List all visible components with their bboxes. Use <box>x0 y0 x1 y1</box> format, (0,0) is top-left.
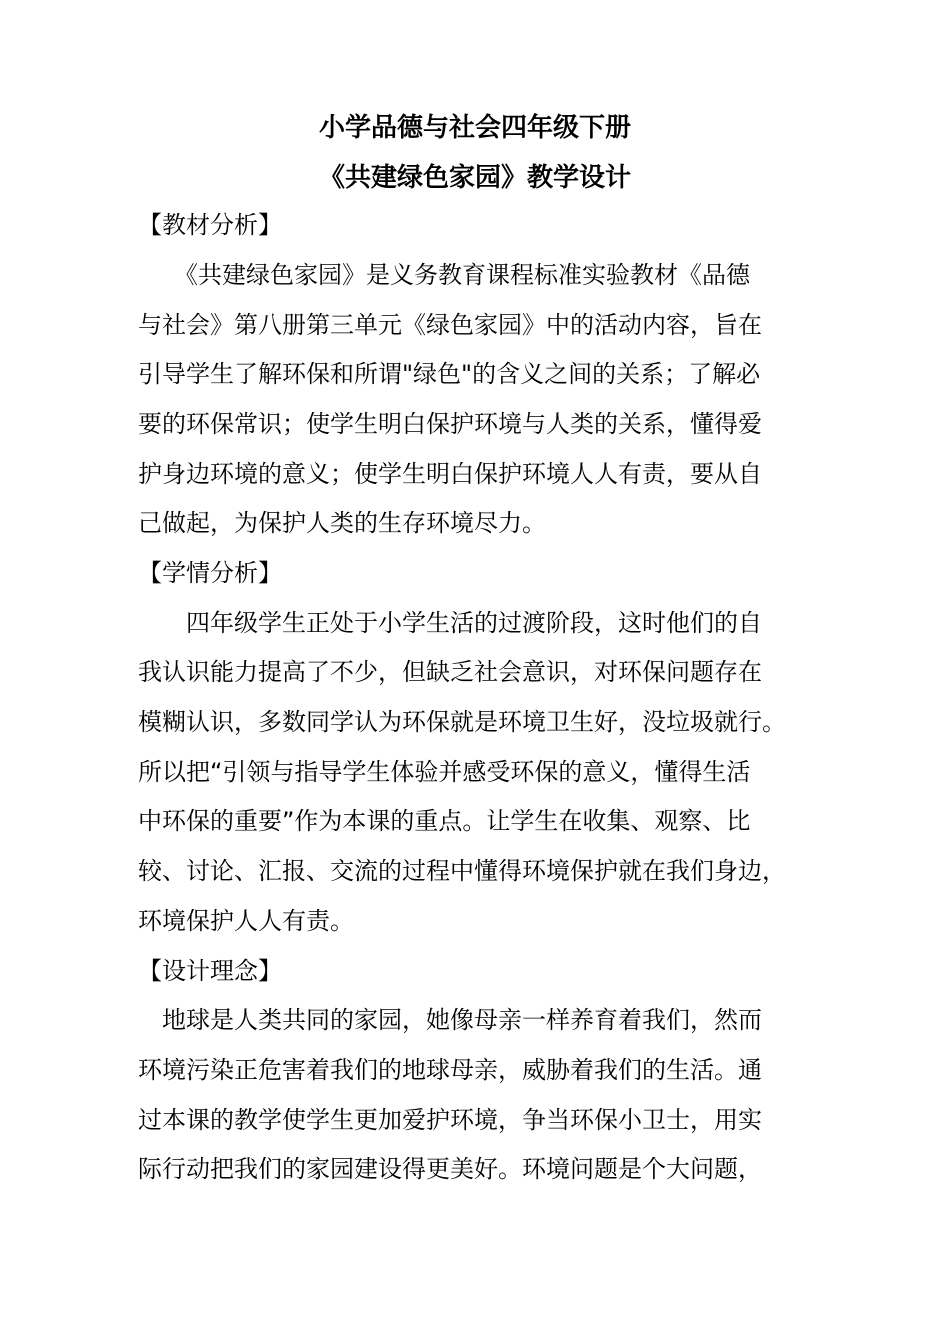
paragraph-line: 际行动把我们的家园建设得更美好。环境问题是个大问题， <box>138 1155 762 1183</box>
document-title-line-2: 《共建绿色家园》教学设计 <box>318 163 631 193</box>
paragraph-line: 模糊认识，多数同学认为环保就是环境卫生好，没垃圾就行。 <box>138 708 786 736</box>
section-heading-student-analysis: 【学情分析】 <box>138 559 282 587</box>
paragraph-line: 护身边环境的意义；使学生明白保护环境人人有责，要从自 <box>138 460 762 488</box>
paragraph-line: 己做起，为保护人类的生存环境尽力。 <box>138 509 546 537</box>
paragraph-line: 环境保护人人有责。 <box>138 907 354 935</box>
paragraph-line: 要的环保常识；使学生明白保护环境与人类的关系，懂得爱 <box>138 410 762 438</box>
section-heading-textbook-analysis: 【教材分析】 <box>138 211 282 239</box>
paragraph-line: 所以把“引领与指导学生体验并感受环保的意义，懂得生活 <box>138 758 751 786</box>
section-heading-design-concept: 【设计理念】 <box>138 957 282 985</box>
paragraph-line: 四年级学生正处于小学生活的过渡阶段，这时他们的自 <box>138 609 762 637</box>
paragraph-line: 《共建绿色家园》是义务教育课程标准实验教材《品德 <box>138 261 750 289</box>
paragraph-line: 我认识能力提高了不少，但缺乏社会意识，对环保问题存在 <box>138 658 762 686</box>
paragraph-line: 过本课的教学使学生更加爱护环境，争当环保小卫士，用实 <box>138 1106 762 1134</box>
paragraph-line: 与社会》第八册第三单元《绿色家园》中的活动内容，旨在 <box>138 311 762 339</box>
paragraph-line: 环境污染正危害着我们的地球母亲，威胁着我们的生活。通 <box>138 1056 762 1084</box>
paragraph-line: 中环保的重要”作为本课的重点。让学生在收集、观察、比 <box>138 807 751 835</box>
paragraph-line: 较、讨论、汇报、交流的过程中懂得环境保护就在我们身边， <box>138 857 786 885</box>
paragraph-line: 地球是人类共同的家园，她像母亲一样养育着我们，然而 <box>138 1006 762 1034</box>
paragraph-line: 引导学生了解环保和所谓"绿色"的含义之间的关系；了解必 <box>138 360 761 388</box>
document-title-line-1: 小学品德与社会四年级下册 <box>318 113 631 143</box>
